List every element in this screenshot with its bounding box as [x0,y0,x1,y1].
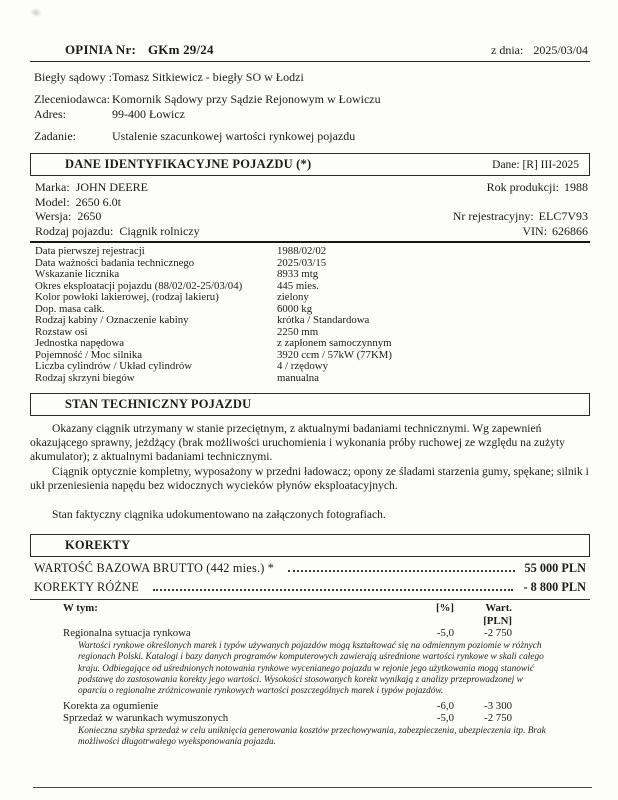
intro-row-label: Zleceniodawca: [34,92,110,106]
identification-right-label: VIN: [522,223,547,238]
breakdown-item-note: Konieczna szybka sprzedaż w celu uniknięcia generowania kosztów przechowywania, zabezpieczenia, ubezpieczenia itp. Brak możliwości długotrwałego wyeksponowania pojazdu. [78,725,546,748]
detail-value: 2025/03/15 [277,256,327,269]
identification-row-left [35,224,200,239]
value-column-header: Wart. [PLN] [483,602,512,627]
corrections-section-title: KOREKTY [65,537,131,552]
breakdown-heading: W tym: [63,602,98,615]
identification-row-right [487,180,588,195]
breakdown-item-percent: -5,0 [436,627,454,640]
detail-row [30,338,590,350]
detail-value: krótka / Standardowa [277,314,370,326]
intro-row-value: Komornik Sądowy przy Sądzie Rejonowym w Łowiczu [112,92,381,106]
detail-value: 445 mies. [277,279,319,292]
detail-label: Jednostka napędowa [35,337,125,349]
detail-label: Kolor powłoki lakierowej, (rodzaj lakieru) [35,291,219,303]
breakdown-item-percent: -6,0 [436,699,454,712]
opinion-number: GKm 29/24 [147,42,214,57]
detail-value: 4 / rzędowy [277,360,328,372]
identification-row [30,209,590,224]
detail-label: Data pierwszej rejestracji [35,245,145,257]
identification-left-label: Wersja: [35,209,72,223]
identification-left-value: JOHN DEERE [75,180,148,194]
intro-row [30,107,590,122]
document-content [30,0,590,751]
opinion-date [491,43,588,58]
identification-divider [30,241,590,243]
corrections-divider [30,599,590,600]
identification-section-title: DANE IDENTYFIKACYJNE POJAZDU (*) [65,156,312,171]
corrections-breakdown-table [30,602,590,750]
detail-label: Liczba cylindrów / Układ cylindrów [35,360,193,372]
identification-section-header [30,153,590,176]
identification-row [30,224,590,239]
technical-state-section-header [30,393,590,416]
percent-column-header: [%] [436,602,454,615]
intro-row-value: 99-400 Łowicz [112,107,185,121]
breakdown-item-percent: -5,0 [436,712,454,725]
detail-row [30,269,590,281]
base-value-row [30,560,590,576]
intro-row-label: Zadanie: [34,129,76,143]
breakdown-item-row [30,700,590,713]
intro-row-value: Ustalenie szacunkowej wartości rynkowej pojazdu [112,129,356,143]
identification-row-left [35,195,121,210]
identification-row [30,195,590,210]
identification-right-value: 1988 [564,180,588,194]
vehicle-details-table [30,246,590,384]
intro-row-value: Tomasz Sitkiewicz - biegły SO w Łodzi [112,70,304,84]
corrections-total-amount: - 8 800 PLN [523,580,586,595]
identification-row [30,180,590,195]
identification-row-left [35,180,148,195]
detail-value: manualna [277,371,319,384]
detail-label: Data ważności badania technicznego [35,256,195,269]
detail-label: Dop. masa całk. [35,302,105,315]
detail-value: z zapłonem samoczynnym [277,337,392,349]
opinion-title [65,42,214,58]
detail-label: Okres eksploatacji pojazdu (88/02/02-25/03/04) [35,279,243,292]
detail-label: Rozstaw osi [35,325,88,338]
intro-row [30,92,590,107]
detail-value: 1988/02/02 [277,245,327,257]
detail-label: Rodzaj kabiny / Oznaczenie kabiny [35,314,189,326]
technical-state-paragraph: Stan faktyczny ciągnika udokumentowano na załączonych fotografiach. [52,508,386,522]
technical-state-paragraphs [30,422,590,522]
opinion-date-value: 2025/03/04 [533,43,588,57]
dotted-leader [153,588,514,591]
document-title-row [30,42,590,58]
breakdown-item-row [30,627,590,640]
breakdown-item-note: Wartości rynkowe określonych marek i typów używanych pojazdów mogą kształtować się na odmiennym poziomie w różnych regionach Polski. Katalogi i bazy danych programów komputerowych zawierają uśrednione wartości rynkowe w skali całego kraju. Odbiegające od uśrednionych notowania rynkowe wycenianego pojazdu w rejonie jego użytkowania mogą stanowić podstawę do zastosowania korekty jego wartości. Wysokości stosowanych korekt wynikają z analizy przeprowadzonej w oparciu o regionalne zróżnicowanie rynkowych wartości poszczególnych marek i typów pojazdów. [78,640,544,697]
identification-row-right [522,224,588,239]
detail-row [30,246,590,258]
base-value-label: WARTOŚĆ BAZOWA BRUTTO (442 mies.) * [34,561,275,576]
detail-value: zielony [277,291,309,303]
breakdown-item-value: -2 750 [484,712,512,725]
identification-right-label: Nr rejestracyjny: [452,209,534,223]
breakdown-item-label: Korekta za ogumienie [63,699,159,712]
identification-left-value: 2650 6.0t [75,194,122,209]
breakdown-item-label: Sprzedaż w warunkach wymuszonych [63,712,229,725]
intro-row-label: Biegły sądowy : [34,70,112,84]
opinion-date-label: z dnia: [491,43,524,57]
intro-row [30,70,590,85]
identification-left-value: 2650 [77,209,102,223]
breakdown-item [30,712,590,750]
detail-row [30,315,590,327]
base-value-amount: 55 000 PLN [524,561,586,576]
opinion-title-label: OPINIA Nr: [65,42,136,57]
detail-value: 6000 kg [277,302,313,315]
identification-data-source: Dane: [R] III-2025 [492,158,579,171]
identification-left-label: Rodzaj pojazdu: [35,223,114,238]
detail-row [30,373,590,385]
identification-right-label: Rok produkcji: [486,180,559,194]
corrections-total-label: KOREKTY RÓŻNE [34,580,139,595]
intro-row [30,129,590,144]
identification-row-left [35,209,101,224]
identification-left-value: Ciągnik rolniczy [119,223,200,238]
intro-row-label: Adres: [34,107,66,121]
breakdown-items [30,627,590,750]
title-divider [30,61,590,62]
dotted-leader [288,569,514,572]
detail-row [30,361,590,373]
technical-state-paragraph: Ciągnik optycznie kompletny, wyposażony w przedni ładowacz; opony ze śladami starzenia gumy, spękane; silnik i ukł przeniesienia napędu bez widocznych wycieków płynów eksploatacyjnych. [30,464,589,492]
identification-rows [30,180,590,238]
detail-value: 8933 mtg [277,268,319,280]
identification-row-right [453,209,588,224]
intro-section [30,70,590,144]
corrections-section-header [30,534,590,557]
breakdown-item-value: -3 300 [484,699,512,712]
detail-label: Pojemność / Moc silnika [35,348,143,361]
breakdown-item-value: -2 750 [484,627,512,640]
detail-row [30,292,590,304]
technical-state-section-title: STAN TECHNICZNY POJAZDU [65,396,252,411]
identification-right-value: ELC7V93 [538,209,588,223]
breakdown-header-row [30,602,590,627]
detail-value: 2250 mm [277,325,319,338]
identification-right-value: 626866 [552,223,588,238]
identification-left-label: Model: [35,194,70,209]
identification-row-right [583,195,588,210]
breakdown-item-label: Regionalna sytuacja rynkowa [63,627,191,640]
corrections-total-row [30,579,590,595]
detail-label: Rodzaj skrzyni biegów [35,371,135,384]
technical-state-paragraph: Okazany ciągnik utrzymany w stanie przeciętnym, z aktualnymi badaniami technicznymi. Wg zapewnień okazującego sprawny, jeżdżący (brak możliwości uruchomienia i wykonania próby ruchowej ze względu na zużyty akumulator); z aktualnymi badaniami technicznymi. [30,422,565,464]
breakdown-item [30,627,590,700]
footer-divider [33,787,592,788]
breakdown-item [30,700,590,713]
identification-left-label: Marka: [35,180,70,194]
breakdown-item-row [30,712,590,725]
detail-value: 3920 ccm / 57kW (77KM) [277,348,392,361]
detail-label: Wskazanie licznika [35,268,120,280]
